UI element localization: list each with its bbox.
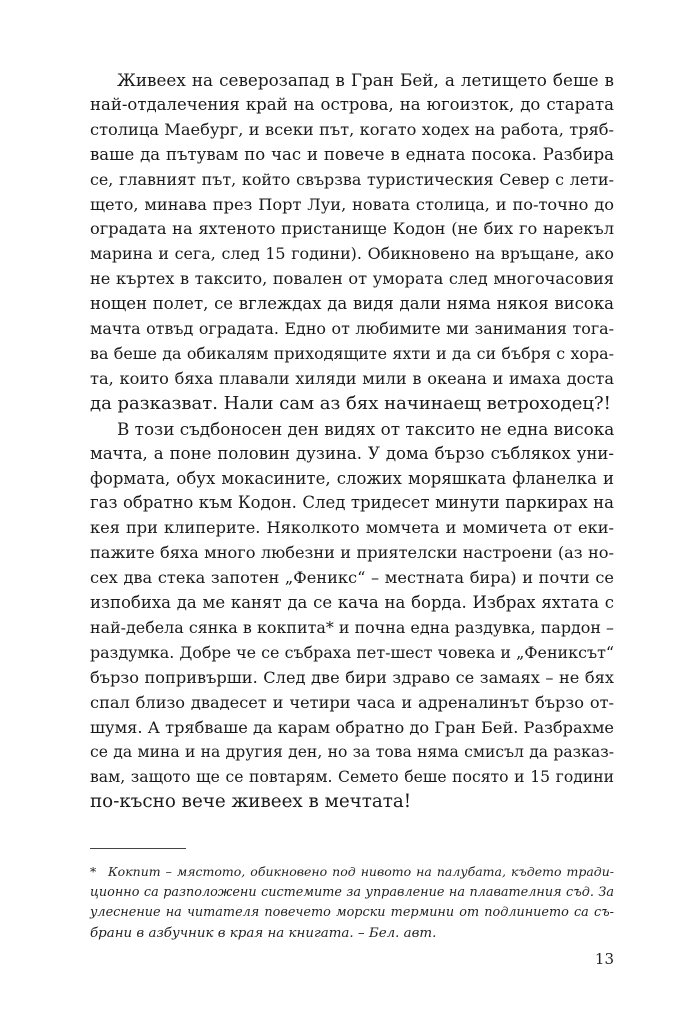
text-line: не къртех в таксито, повален от умората след многочасовия [90, 269, 614, 289]
text-line: В този съдбоносен ден видях от таксито не една висока [117, 418, 615, 439]
text-line: най-дебела сянка в кокпита* и почна една раздувка, пардон – [90, 617, 614, 637]
text-line: спал близо двадесет и четири часа и адреналинът бързо от- [90, 692, 614, 712]
text-line: щето, минава през Порт Луи, новата столица, и по-точно до [90, 194, 614, 214]
page-number: 13 [594, 950, 614, 968]
text-line: та, които бяха плавали хиляди мили в океана и имаха доста [90, 368, 614, 388]
text-line: ва беше да обикалям приходящите яхти и да си бъбря с хора- [90, 343, 614, 363]
paragraph-2 [90, 417, 614, 816]
text-line: се да мина и на другия ден, но за това няма смисъл да разказ- [90, 743, 614, 762]
text-line: сех два стека запотен „Феникс“ – местната бира) и почти се [90, 568, 614, 588]
text-line: марина и сега, след 15 години). Обикновено на връщане, ако [90, 244, 614, 264]
text-line: се, главният път, който свързва туристическия Север с лети- [90, 169, 614, 189]
main-text [90, 68, 614, 815]
text-line: кея при клиперите. Няколкото момчета и момичета от еки- [90, 518, 614, 538]
text-line: столица Маебург, и всеки път, когато ходех на работа, тряб- [90, 119, 614, 139]
footnote-marker: * [90, 864, 97, 879]
text-line: мачта отвъд оградата. Едно от любимите ми занимания тога- [90, 319, 614, 339]
text-line: оградата на яхтеното пристанище Кодон (не бих го нарекъл [90, 219, 614, 239]
text-line: раздумка. Добре че се събраха пет-шест човека и „Фениксът“ [90, 642, 614, 662]
text-line: мачта, а поне половин дузина. У дома бързо съблякох уни- [90, 443, 614, 463]
text-line: шумя. А трябваше да карам обратно до Гран Бей. Разбрахме [90, 717, 614, 737]
text-line: Живеех на северозапад в Гран Бей, а летището беше в [117, 70, 614, 90]
footnote-divider [90, 848, 186, 849]
footnote-line: улеснение на читателя повечето морски термини от подлинието са съ- [90, 905, 614, 920]
text-line: ваше да пътувам по час и повече в едната посока. Разбира [90, 144, 614, 164]
footnote-line: брани в азбучник в края на книгата. – Бел. авт. [90, 925, 437, 941]
text-line: нощен полет, се вглеждах да видя дали няма някоя висока [90, 294, 614, 314]
footnote [90, 862, 614, 944]
footnote-line [90, 862, 614, 883]
text-line: формата, обух мокасините, сложих моряшката фланелка и [90, 468, 614, 488]
text-line: най-отдалечения край на острова, на югоизток, до старата [90, 94, 614, 114]
text-line: пажите бяха много любезни и приятелски настроени (аз но- [90, 543, 614, 563]
text-line: изпобиха да ме канят да се кача на борда. Избрах яхтата с [90, 593, 614, 613]
text-line: по-късно вече живеех в мечтата! [90, 791, 412, 813]
text-line: вам, защото ще се повтарям. Семето беше посято и 15 години [90, 768, 614, 787]
footnote-line: ционно са разположени системите за управление на плавателния съд. За [90, 884, 614, 900]
footnote-text: Кокпит – мястото, обикновено под нивото на палубата, където тради- [108, 864, 614, 879]
text-line: газ обратно към Кодон. След тридесет минути паркирах на [90, 493, 614, 513]
text-line: бързо попривърши. След две бири здраво се замаях – не бях [90, 667, 614, 687]
paragraph-1 [90, 68, 614, 417]
text-line: да разказват. Нали сам аз бях начинаещ ветроходец?! [90, 392, 611, 414]
